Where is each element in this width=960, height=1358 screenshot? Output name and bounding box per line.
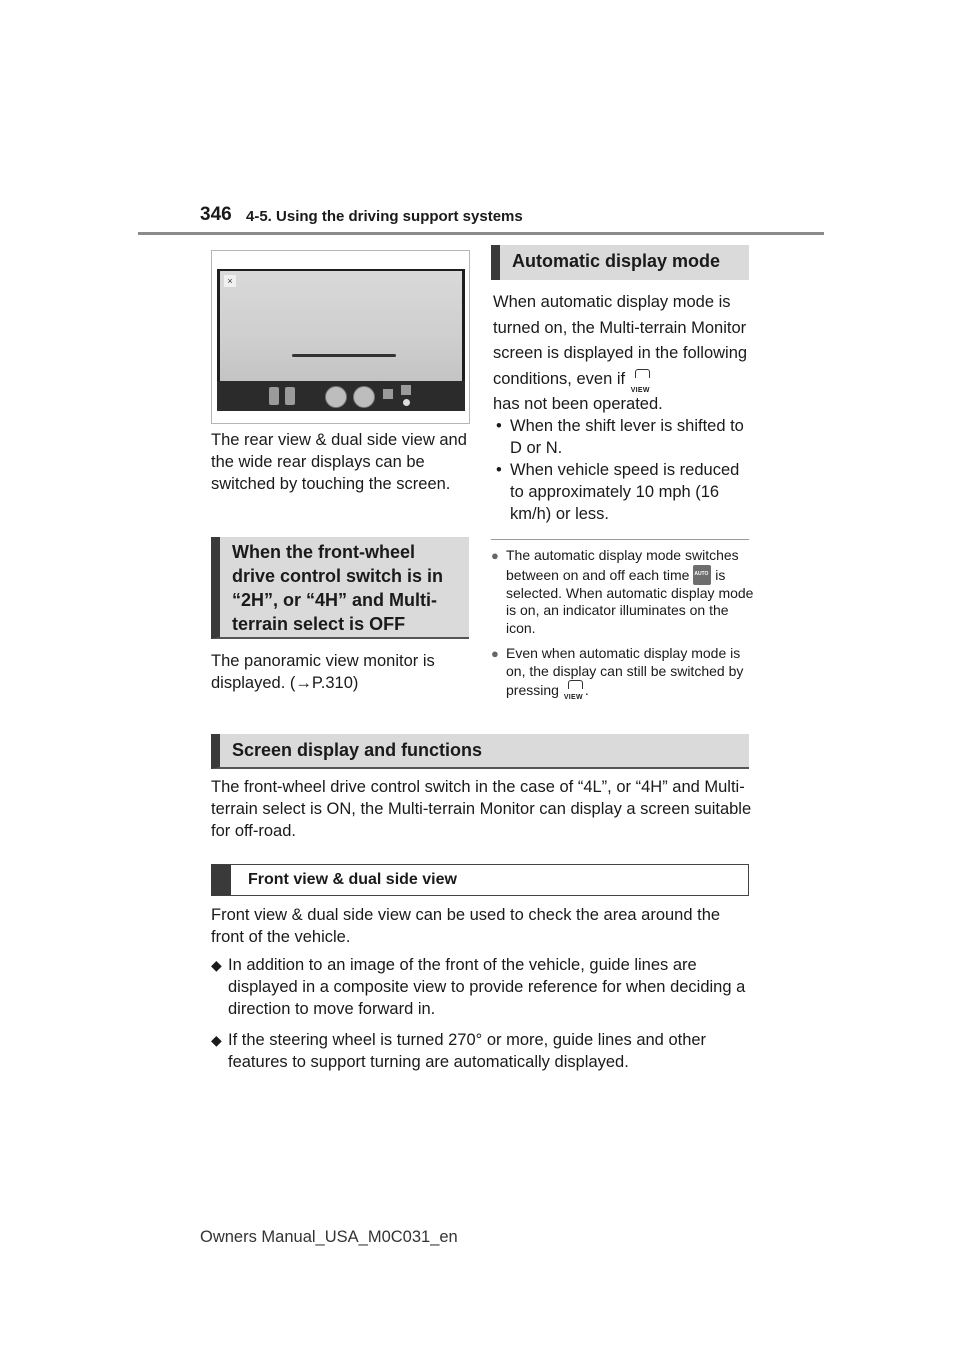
note-text: The automatic display mode switches between on and off each time [506,547,739,583]
rear-view-paragraph: The rear view & dual side view and the wide rear displays can be switched by touching the screen. [211,431,467,493]
list-item-text: In addition to an image of the front of the vehicle, guide lines are displayed in a composite view to provide reference for when deciding a direction to move forward in. [228,956,746,1018]
camera-icon [401,385,411,395]
view-icon-label: VIEW [563,694,583,701]
note-item [491,547,756,637]
note-item [491,645,756,700]
list-item [211,1029,756,1073]
footer-text: Owners Manual_USA_M0C031_en [200,1228,458,1246]
auto-button-icon [693,565,711,585]
camera-view [220,271,462,381]
note-text: Even when automatic display mode is on, the display can still be switched by pressing [506,645,744,698]
front-view-list [211,954,756,1082]
note-bullet-icon: ● [491,646,499,661]
page-number: 346 [200,204,232,225]
auto-text-end: has not been operated. [493,395,663,413]
header-divider [138,232,824,235]
monitor-screen-image [211,250,470,424]
list-item [493,415,755,459]
section-title: 4-5. Using the driving support systems [246,208,523,225]
front-view-heading: Front view & dual side view [211,864,749,896]
monitor-display [217,269,465,411]
front-wheel-heading: When the front-wheel drive control switch is in “2H”, or “4H” and Multi-terrain select is OFF [211,537,469,639]
auto-icon-label: AUTO [694,571,709,577]
list-item-text: When vehicle speed is reduced to approximately 10 mph (16 km/h) or less. [510,461,740,523]
note-text: is selected. When automatic display mode is on, an indicator illuminates on the icon. [506,566,754,636]
screen-display-heading: Screen display and functions [211,734,749,769]
close-icon: × [224,275,236,287]
view-button-icon [630,369,652,394]
automatic-display-heading: Automatic display mode [491,245,749,280]
notes [491,547,756,708]
mode-icon [383,389,393,399]
guide-line [292,354,396,357]
screen-display-paragraph: The front-wheel drive control switch in the case of “4L”, or “4H” and Multi-terrain select is ON, the Multi-terrain Monitor can display a screen suitable for off-road. [211,778,752,840]
panoramic-paragraph [211,650,471,694]
automatic-display-paragraph [493,290,755,418]
indicator-icon [403,399,410,406]
diamond-bullet-icon: ◆ [211,957,222,973]
list-item-text: When the shift lever is shifted to D or N. [510,417,744,457]
note-bullet-icon: ● [491,548,499,563]
view-button-icon [563,680,585,700]
front-view-paragraph: Front view & dual side view can be used to check the area around the front of the vehicle. [211,906,721,946]
note-text: . [584,682,589,698]
view-icon-label: VIEW [630,386,650,394]
bullet-icon: • [496,461,502,479]
diamond-bullet-icon: ◆ [211,1032,222,1048]
condition-list [493,415,755,525]
notes-divider [491,539,749,540]
inclinometer-gauge-icon [353,386,375,408]
list-item [211,954,756,1020]
control-icon [285,387,295,405]
monitor-control-bar [217,381,465,411]
page-reference-link[interactable]: P.310) [311,674,359,692]
bullet-icon: • [496,417,502,435]
panoramic-text: The panoramic view monitor is displayed. ( [211,652,435,692]
list-item [493,459,755,525]
inclinometer-gauge-icon [325,386,347,408]
auto-text-start: When automatic display mode is turned on, the Multi-terrain Monitor screen is displayed in the following conditions, even if [493,293,748,388]
arrow-icon: → [295,674,312,692]
list-item-text: If the steering wheel is turned 270° or more, guide lines and other features to support turning are automatically displayed. [228,1031,707,1071]
control-icon [269,387,279,405]
